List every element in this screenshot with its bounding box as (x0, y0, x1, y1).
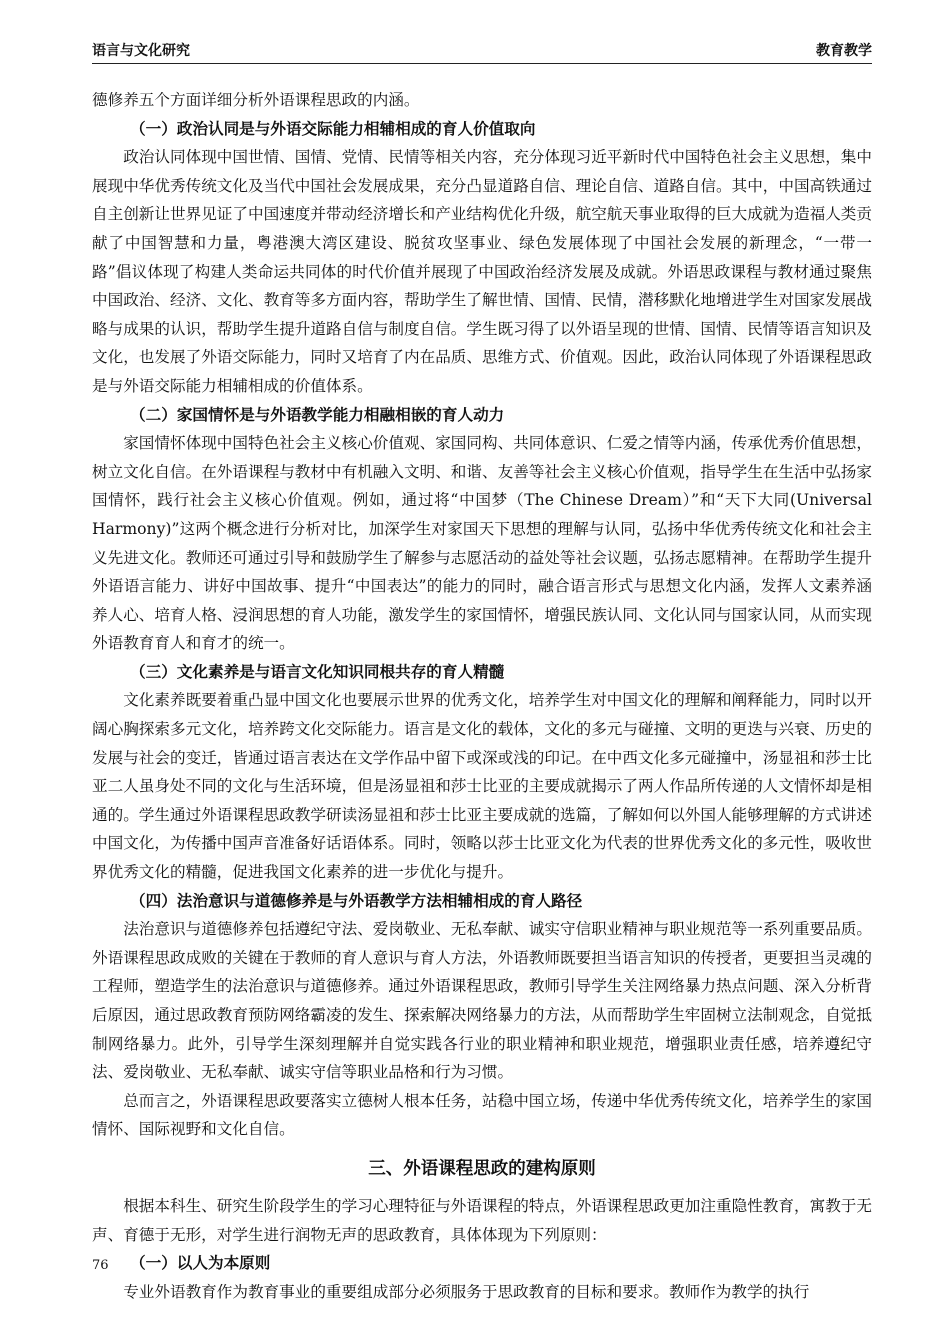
subheading-patriotism: （二）家国情怀是与外语教学能力相融相嵌的育人动力 (130, 405, 505, 424)
paragraph-cultural-literacy: 文化素养既要着重凸显中国文化也要展示世界的优秀文化，培养学生对中国文化的理解和阐释能力，同时以开阔心胸探索多元文化，培养跨文化交际能力。语言是文化的载体，文化的多元与碰撞、文明的更迭与兴衰、历史的发展与社会的变迁，皆通过语言表达在文学作品中留下或深或浅的印记。在中西文化多元碰撞中，汤显祖和莎士比亚二人虽身处不同的文化与生活环境，但是汤显祖和莎士比亚的主要成就揭示了两人作品所传递的人文情怀却是相通的。学生通过外语课程思政教学研读汤显祖和莎士比亚主要成就的选篇，了解如何以外国人能够理解的方式讲述中国文化，为传播中国声音准备好话语体系。同时，领略以莎士比亚文化为代表的世界优秀文化的多元性，吸收世界优秀文化的精髓，促进我国文化素养的进一步优化与提升。 (92, 691, 872, 882)
article-body (92, 86, 872, 1306)
journal-name: 语言与文化研究 (92, 43, 190, 59)
subheading-rule-of-law: （四）法治意识与道德修养是与外语教学方法相辅相成的育人路径 (130, 891, 583, 910)
paragraph-rule-of-law: 法治意识与道德修养包括遵纪守法、爱岗敬业、无私奉献、诚实守信职业精神与职业规范等一系列重要品质。外语课程思政成败的关键在于教师的育人意识与育人方法，外语教师既要担当语言知识的传授者，更要担当灵魂的工程师，塑造学生的法治意识与道德修养。通过外语课程思政，教师引导学生关注网络暴力热点问题、深入分析背后原因，通过思政教育预防网络霸凌的发生、探索解决网络暴力的方法，从而帮助学生牢固树立法制观念，自觉抵制网络暴力。此外，引导学生深刻理解并自觉实践各行业的职业精神和职业规范，增强职业责任感，培养遵纪守法、爱岗敬业、无私奉献、诚实守信等职业品格和行为习惯。 (92, 920, 872, 1082)
paragraph-people-oriented: 专业外语教育作为教育事业的重要组成部分必须服务于思政教育的目标和要求。教师作为教学的执行 (123, 1282, 810, 1301)
subheading-cultural-literacy: （三）文化素养是与语言文化知识同根共存的育人精髓 (130, 662, 505, 681)
paragraph-summary: 总而言之，外语课程思政要落实立德树人根本任务，站稳中国立场，传递中华优秀传统文化，培养学生的家国情怀、国际视野和文化自信。 (92, 1091, 872, 1139)
section-name: 教育教学 (816, 43, 872, 59)
paragraph-political-identity: 政治认同体现中国世情、国情、党情、民情等相关内容，充分体现习近平新时代中国特色社会主义思想，集中展现中华优秀传统文化及当代中国社会发展成果，充分凸显道路自信、理论自信、道路自信。其中，中国高铁通过自主创新让世界见证了中国速度并带动经济增长和产业结构优化升级，航空航天事业取得的巨大成就为造福人类贡献了中国智慧和力量，粤港澳大湾区建设、脱贫攻坚事业、绿色发展体现了中国社会发展的新理念，“一带一路”倡议体现了构建人类命运共同体的时代价值并展现了中国政治经济发展及成就。外语思政课程与教材通过聚焦中国政治、经济、文化、教育等多方面内容，帮助学生了解世情、国情、民情，潜移默化地增进学生对国家发展战略与成果的认识，帮助学生提升道路自信与制度自信。学生既习得了以外语呈现的世情、国情、民情等语言知识及文化，也发展了外语交际能力，同时又培育了内在品质、思维方式、价值观。因此，政治认同体现了外语课程思政是与外语交际能力相辅相成的价值体系。 (92, 148, 872, 395)
subheading-people-oriented: （一）以人为本原则 (130, 1254, 271, 1273)
header-rule (92, 63, 872, 64)
running-header (92, 40, 872, 62)
page-number: 76 (92, 1258, 109, 1273)
subheading-political-identity: （一）政治认同是与外语交际能力相辅相成的育人价值取向 (130, 119, 536, 138)
section-title: 三、外语课程思政的建构原则 (368, 1158, 596, 1179)
paragraph-patriotism: 家国情怀体现中国特色社会主义核心价值观、家国同构、共同体意识、仁爱之情等内涵，传承优秀价值思想，树立文化自信。在外语课程与教材中有机融入文明、和谐、友善等社会主义核心价值观，指导学生在生活中弘扬家国情怀，践行社会主义核心价值观。例如，通过将“中国梦（The Chinese Dream）”和“天下大同(Universal Harmony)”这两个概念进行分析对比，加深学生对家国天下思想的理解与认同，弘扬中华优秀传统文化和社会主义先进文化。教师还可通过引导和鼓励学生了解参与志愿活动的益处等社会议题，弘扬志愿精神。在帮助学生提升外语语言能力、讲好中国故事、提升“中国表达”的能力的同时，融合语言形式与思想文化内涵，发挥人文素养涵养人心、培育人格、浸润思想的育人功能，激发学生的家国情怀，增强民族认同、文化认同与国家认同，从而实现外语教育育人和育才的统一。 (92, 434, 872, 653)
paragraph-intro-continuation: 德修养五个方面详细分析外语课程思政的内涵。 (92, 91, 420, 109)
paragraph-principles-intro: 根据本科生、研究生阶段学生的学习心理特征与外语课程的特点，外语课程思政更加注重隐性教育，寓教于无声、育德于无形，对学生进行润物无声的思政教育，具体体现为下列原则： (92, 1196, 872, 1244)
